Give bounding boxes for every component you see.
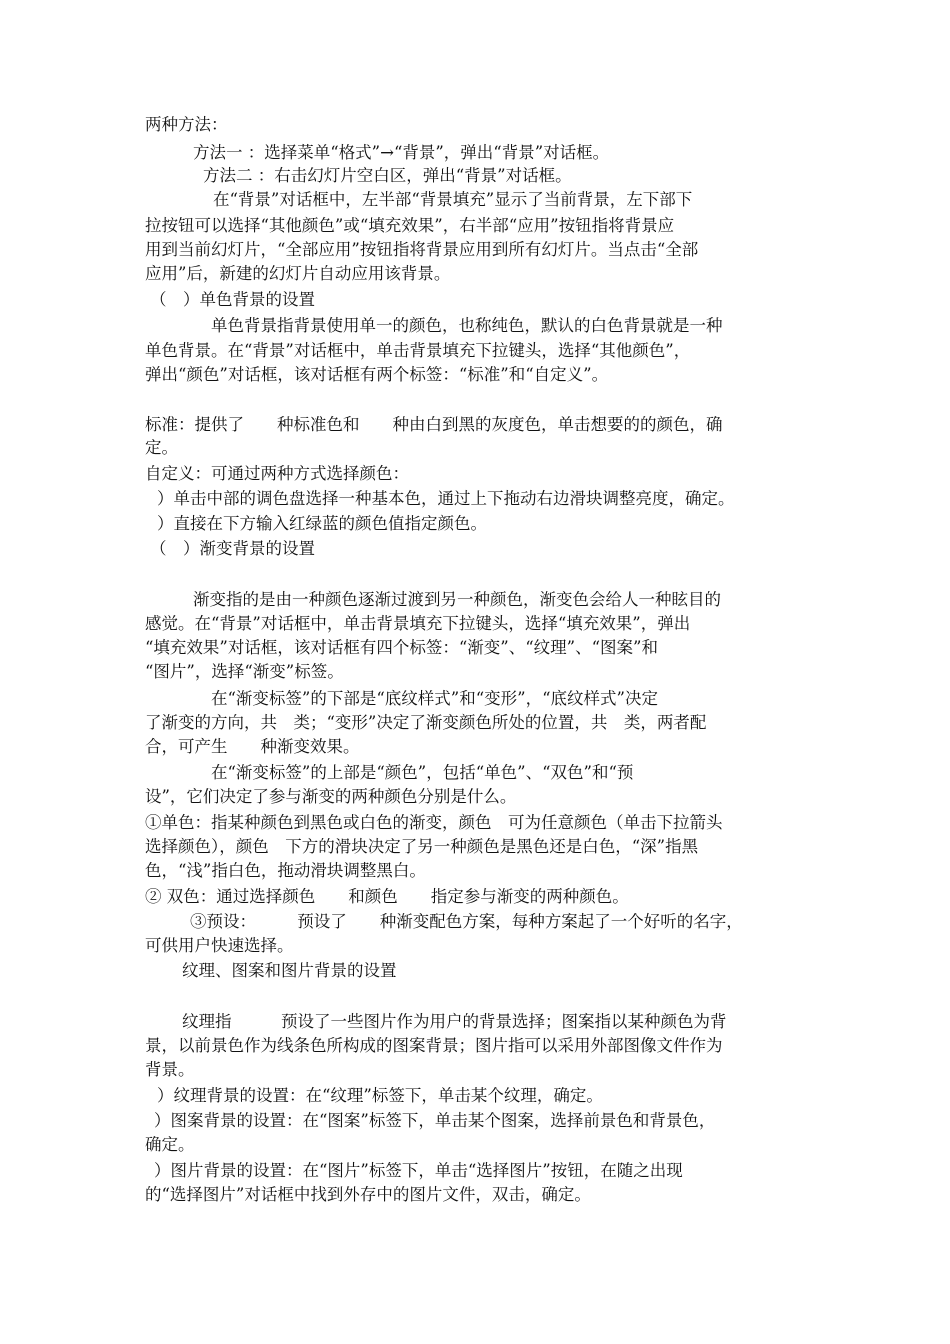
text-line: 确定。 — [145, 1135, 195, 1154]
text-line: ①单色：指某种颜色到黑色或白色的渐变，颜色 可为任意颜色（单击下拉箭头 — [145, 813, 723, 832]
section-heading: （ ）单色背景的设置 — [150, 290, 315, 309]
section-heading: 纹理、图案和图片背景的设置 — [182, 961, 397, 980]
text-line: 方法一 ：选择菜单“格式”→“背景”，弹出“背景”对话框。 — [193, 143, 610, 162]
text-line: 单色背景指背景使用单一的颜色，也称纯色，默认的白色背景就是一种 — [211, 316, 723, 335]
text-line: 设”，它们决定了参与渐变的两种颜色分别是什么。 — [145, 787, 517, 806]
text-line: 定。 — [145, 438, 178, 457]
text-line: 的“选择图片”对话框中找到外存中的图片文件，双击，确定。 — [145, 1185, 591, 1204]
text-line: ）图片背景的设置：在“图片”标签下，单击“选择图片”按钮，在随之出现 — [154, 1161, 683, 1180]
text-line: 方法二 ：右击幻灯片空白区，弹出“背景”对话框。 — [203, 166, 572, 185]
text-line: 应用”后，新建的幻灯片自动应用该背景。 — [145, 264, 451, 283]
text-line: 感觉。在“背景”对话框中，单击背景填充下拉键头，选择“填充效果”，弹出 — [145, 614, 691, 633]
text-line: ）纹理背景的设置：在“纹理”标签下，单击某个纹理，确定。 — [157, 1086, 603, 1105]
text-line: ）直接在下方输入红绿蓝的颜色值指定颜色。 — [157, 514, 487, 533]
text-line: “图片”，选择“渐变”标签。 — [145, 662, 344, 681]
text-line: 背景。 — [145, 1060, 195, 1079]
text-line: ③预设： 预设了 种渐变配色方案，每种方案起了一个好听的名字， — [190, 912, 743, 931]
text-line: 渐变指的是由一种颜色逐渐过渡到另一种颜色，渐变色会给人一种眩目的 — [193, 590, 721, 609]
text-line: 标准：提供了 种标准色和 种由白到黑的灰度色，单击想要的的颜色，确 — [145, 415, 723, 434]
text-line: 合，可产生 种渐变效果。 — [145, 737, 360, 756]
text-line: 选择颜色），颜色 下方的滑块决定了另一种颜色是黑色还是白色，“深”指黑 — [145, 837, 699, 856]
text-line: 拉按钮可以选择“其他颜色”或“填充效果”，右半部“应用”按钮指将背景应 — [145, 216, 675, 235]
text-line: 弹出“颜色”对话框，该对话框有两个标签：“标准”和“自定义”。 — [145, 365, 609, 384]
text-line: ）单击中部的调色盘选择一种基本色，通过上下拖动右边滑块调整亮度，确定。 — [157, 489, 735, 508]
text-line: 两种方法： — [145, 115, 228, 134]
text-line: 在“渐变标签”的下部是“底纹样式”和“变形”，“底纹样式”决定 — [211, 689, 658, 708]
text-line: 纹理指 预设了一些图片作为用户的背景选择；图案指以某种颜色为背 — [182, 1012, 727, 1031]
text-line: 景，以前景色作为线条色所构成的图案背景；图片指可以采用外部图像文件作为 — [145, 1036, 723, 1055]
text-line: 在“渐变标签”的上部是“颜色”，包括“单色”、“双色”和“预 — [211, 763, 634, 782]
text-line: 了渐变的方向，共 类；“变形”决定了渐变颜色所处的位置，共 类，两者配 — [145, 713, 707, 732]
text-line: ）图案背景的设置：在“图案”标签下，单击某个图案，选择前景色和背景色， — [154, 1111, 716, 1130]
section-heading: （ ）渐变背景的设置 — [150, 539, 315, 558]
text-line: 在“背景”对话框中，左半部“背景填充”显示了当前背景，左下部下 — [213, 190, 693, 209]
text-line: “填充效果”对话框，该对话框有四个标签：“渐变”、“纹理”、“图案”和 — [145, 638, 658, 657]
text-line: 色，“浅”指白色，拖动滑块调整黑白。 — [145, 861, 426, 880]
text-line: ② 双色：通过选择颜色 和颜色 指定参与渐变的两种颜色。 — [145, 887, 629, 906]
text-line: 用到当前幻灯片，“全部应用”按钮指将背景应用到所有幻灯片。当点击“全部 — [145, 240, 699, 259]
text-line: 自定义：可通过两种方式选择颜色： — [145, 464, 409, 483]
text-line: 单色背景。在“背景”对话框中，单击背景填充下拉键头，选择“其他颜色”， — [145, 341, 691, 360]
text-line: 可供用户快速选择。 — [145, 936, 294, 955]
